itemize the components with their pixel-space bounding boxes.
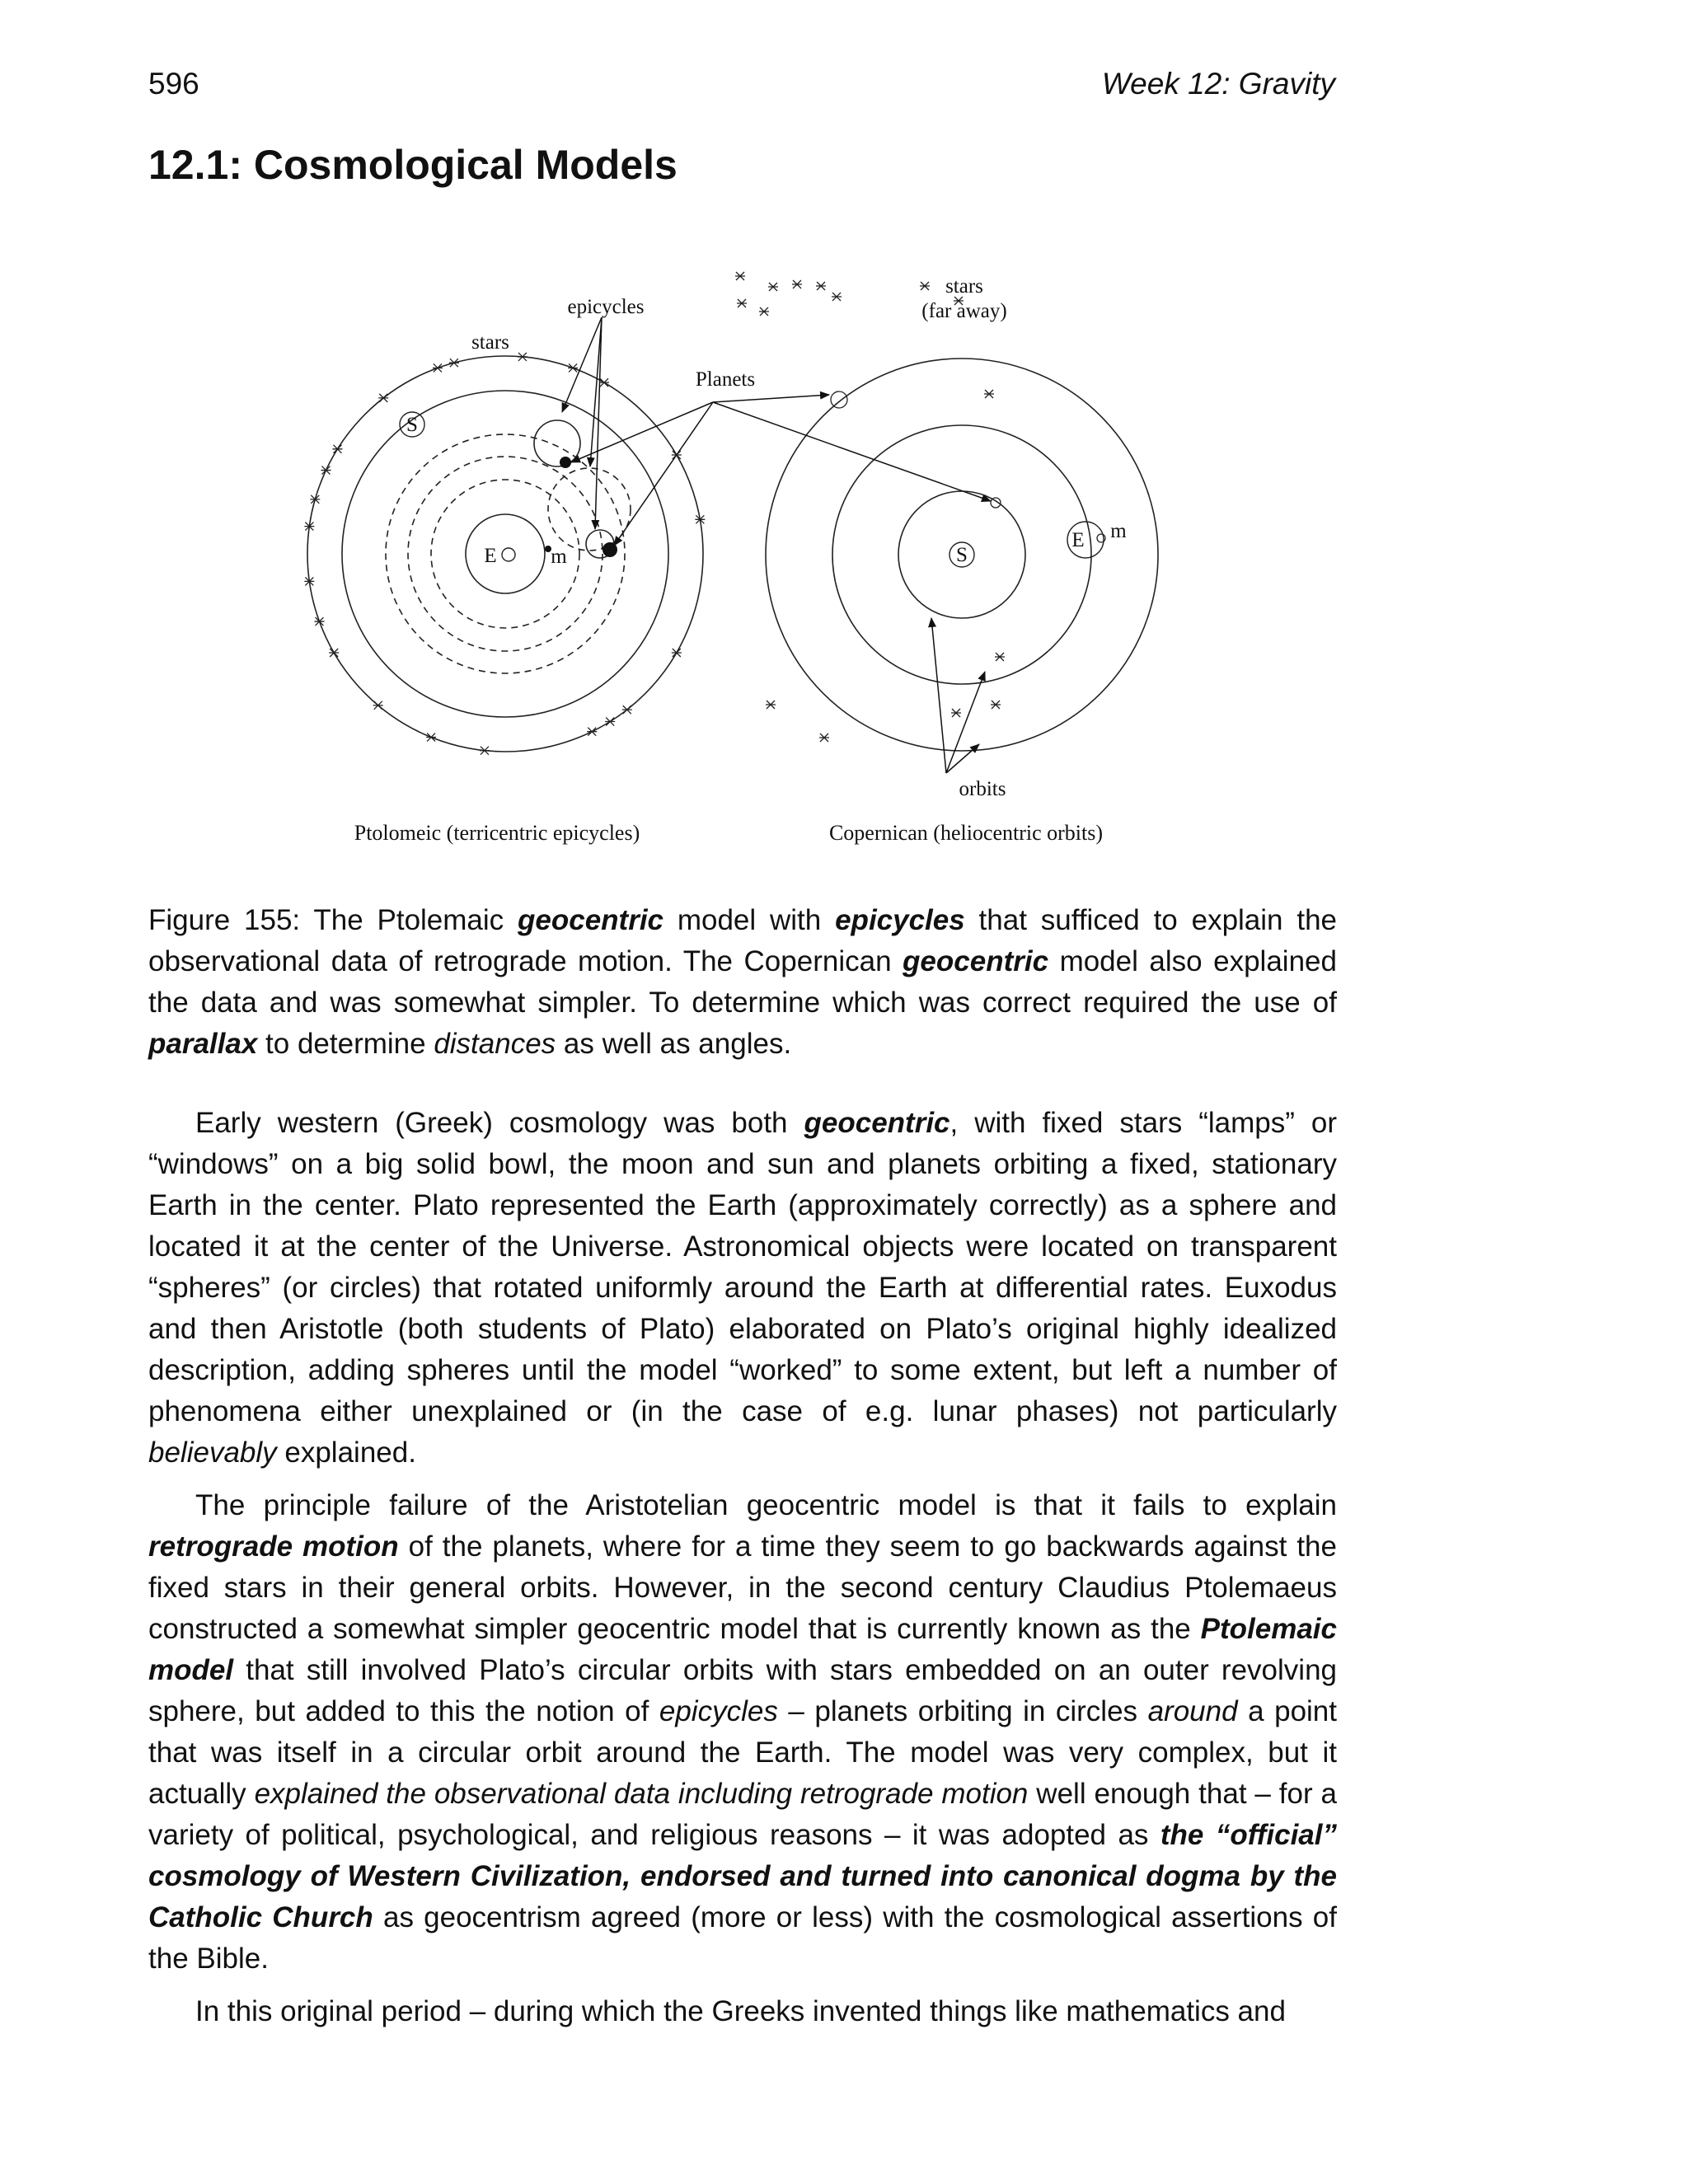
star-glyph-icon: [995, 653, 1005, 661]
paragraph-1: Early western (Greek) cosmology was both geocentric, with fixed stars “lamps” or “windows” on a big solid bowl, the moon and sun and planets orbiting a fixed, stationary Earth in the center. Plato represented the Earth (approximately correctly) as a sphere and located it at the center of the Universe. Astronomical objects were located on transparent “spheres” (or circles) that rotated uniformly around the Earth at differential rates. Euxodus and then Aristotle (both students of Plato) elaborated on Plato’s original highly idealized description, adding spheres until the model “worked” to some extent, but left a number of phenomena either unexplained or (in the case of e.g. lunar phases) not particularly believably explained.: [148, 1107, 1337, 1469]
star-glyph-icon: [605, 718, 615, 726]
body-text: [148, 1103, 1337, 2044]
ptolemaic-moon-orbit: [466, 514, 545, 593]
subcaption-copernican: Copernican (heliocentric orbits): [828, 821, 1104, 845]
label-orbits: orbits: [959, 778, 1006, 800]
star-glyph-icon: [378, 394, 388, 402]
star-glyph-icon: [480, 747, 490, 755]
label-stars-far-line1: stars: [945, 275, 983, 298]
page-number: 596: [148, 67, 199, 101]
figure-caption: Figure 155: The Ptolemaic geocentric model with epicycles that sufficed to explain the observational data of retrograde motion. The Copernican geocentric model also explained the data and was somewhat simpler. To determine which was correct required the use of parallax to determine distances as well as angles.: [148, 904, 1338, 1060]
star-glyph-icon: [759, 307, 769, 316]
paragraph-3: In this original period – during which the Greeks invented things like mathematics and: [195, 1995, 1286, 2027]
label-stars-left: stars: [471, 331, 509, 354]
annotation-arrows: [562, 317, 991, 773]
star-glyph-icon: [792, 280, 802, 288]
epicycle-upper: [534, 420, 580, 466]
cosmology-figure: [297, 255, 1236, 865]
label-moon-left: m: [551, 546, 567, 568]
cosmology-diagram: [297, 255, 1236, 865]
star-glyph-icon: [766, 701, 776, 709]
star-glyph-icon: [991, 701, 1001, 709]
star-glyph-icon: [672, 451, 682, 459]
running-title: Week 12: Gravity: [1101, 67, 1335, 101]
ptolemaic-dashed-orbit-2: [408, 457, 603, 651]
epicycle-dashed: [548, 468, 631, 551]
star-glyph-icon: [920, 282, 930, 290]
star-glyph-icon: [768, 283, 778, 291]
label-moon-right: m: [1110, 520, 1127, 542]
planet-dot-upper: [560, 457, 571, 468]
star-glyph-icon: [737, 299, 747, 307]
star-glyph-icon: [568, 363, 578, 372]
label-sun-right: S: [956, 544, 968, 566]
star-glyph-icon: [433, 363, 443, 372]
star-glyph-icon: [622, 705, 632, 714]
star-glyph-icon: [832, 293, 842, 301]
star-glyph-icon: [587, 728, 597, 736]
arrow-orbits-2: [946, 672, 985, 773]
star-glyph-icon: [329, 649, 339, 657]
label-stars-far-line2: (far away): [921, 300, 1007, 322]
ptolemaic-dashed-orbit-1: [386, 434, 625, 673]
section-title: 12.1: Cosmological Models: [148, 142, 678, 188]
planet-marker-outer: [831, 391, 847, 408]
star-glyph-icon: [819, 733, 829, 742]
star-glyph-icon: [426, 733, 436, 742]
earth-marker-left: [502, 548, 515, 561]
ptolemaic-outer-orbit: [342, 391, 668, 717]
star-glyph-icon: [816, 282, 826, 290]
star-glyph-icon: [599, 378, 609, 387]
star-glyph-icon: [984, 390, 994, 398]
label-planets: Planets: [695, 368, 756, 391]
star-glyph-icon: [321, 466, 331, 475]
label-earth-left: E: [484, 545, 497, 567]
star-glyph-icon: [449, 359, 459, 367]
arrow-epicycles-3: [595, 317, 602, 529]
star-glyphs: [304, 272, 1005, 755]
label-earth-right: E: [1071, 529, 1085, 551]
subcaption-ptolemaic: Ptolomeic (terricentric epicycles): [354, 821, 640, 845]
star-glyph-icon: [951, 709, 961, 717]
star-glyph-icon: [735, 272, 745, 280]
star-glyph-icon: [314, 617, 324, 626]
star-glyph-icon: [672, 649, 682, 657]
arrow-planets-3: [713, 395, 829, 402]
star-glyph-icon: [332, 445, 342, 453]
label-sun-left: S: [406, 414, 418, 436]
paragraph-2: The principle failure of the Aristotelian geocentric model is that it fails to explain retrograde motion of the planets, where for a time they seem to go backwards against the fixed stars in their general orbits. However, in the second century Claudius Ptolemaeus constructed a somewhat simpler geocentric model that is currently known as the Ptolemaic model that still involved Plato’s circular orbits with stars embedded on an outer revolving sphere, but added to this the notion of epicycles – planets orbiting in circles around a point that was itself in a circular orbit around the Earth. The model was very complex, but it actually explained the observational data including retrograde motion well enough that – for a variety of political, psychological, and religious reasons – it was adopted as the “official” cosmology of Western Civilization, endorsed and turned into canonical dogma by the Catholic Church as geocentrism agreed (more or less) with the cosmological assertions of the Bible.: [148, 1489, 1337, 1975]
label-epicycles: epicycles: [567, 296, 645, 318]
star-glyph-icon: [518, 353, 528, 361]
star-glyph-icon: [373, 701, 383, 710]
star-glyph-icon: [310, 495, 320, 504]
ptolemaic-model: [307, 356, 703, 752]
ptolemaic-star-sphere: [307, 356, 703, 752]
